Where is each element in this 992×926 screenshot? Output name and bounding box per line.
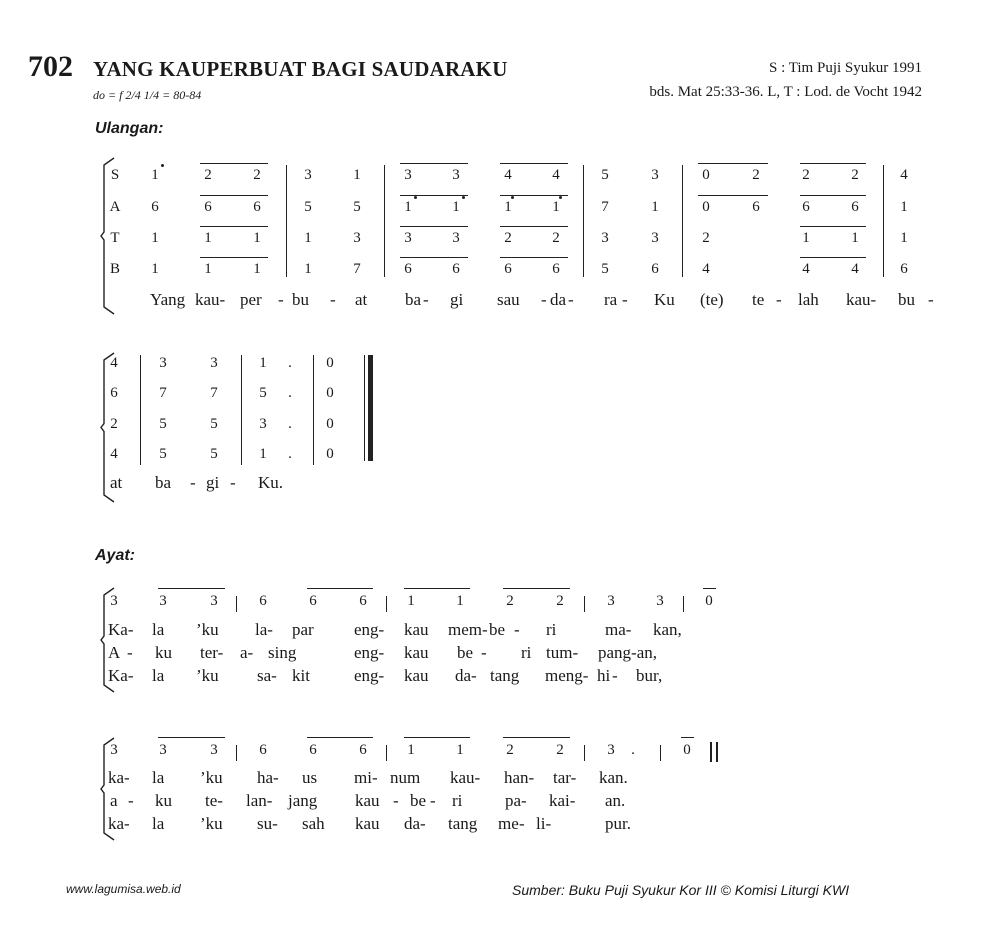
note: 3 bbox=[210, 355, 218, 371]
note: 0 bbox=[326, 355, 334, 371]
barline bbox=[883, 165, 884, 277]
note: 4 bbox=[851, 261, 859, 277]
lyric-syllable: ma- bbox=[605, 620, 632, 639]
note: 1 bbox=[204, 230, 212, 246]
lyric-syllable: num bbox=[390, 768, 421, 787]
note: 0 bbox=[705, 593, 713, 609]
lyric-syllable: mi- bbox=[354, 768, 378, 787]
lyric-syllable: sing bbox=[268, 643, 297, 662]
note: 3 bbox=[651, 167, 659, 183]
lyric-syllable: - bbox=[519, 814, 525, 833]
note: 3 bbox=[607, 593, 615, 609]
barline bbox=[241, 355, 242, 465]
note: 7 bbox=[353, 261, 361, 277]
lyric-syllable: su- bbox=[257, 814, 278, 833]
note: 3 bbox=[210, 742, 218, 758]
note: 2 bbox=[552, 230, 560, 246]
barline bbox=[140, 355, 141, 465]
beam-line bbox=[503, 737, 570, 738]
note: 6 bbox=[110, 385, 118, 401]
beam-line bbox=[800, 226, 866, 227]
lyric-syllable: sa- bbox=[257, 666, 277, 685]
lyric-syllable: pa- bbox=[505, 791, 527, 810]
lyric-syllable: pang-an, bbox=[598, 643, 658, 662]
note: 6 bbox=[309, 593, 317, 609]
lyric-syllable: da- bbox=[404, 814, 426, 833]
composer-credit: S : Tim Puji Syukur 1991 bbox=[769, 60, 922, 76]
note: 1 bbox=[504, 199, 512, 215]
note: 1 bbox=[452, 199, 460, 215]
lyric-syllable: - bbox=[481, 643, 487, 662]
lyric-syllable: - bbox=[622, 290, 628, 309]
note: 6 bbox=[359, 742, 367, 758]
beam-line bbox=[698, 195, 768, 196]
note: 2 bbox=[556, 593, 564, 609]
lyric-syllable: - bbox=[928, 290, 934, 309]
note: 3 bbox=[651, 230, 659, 246]
note: 1 bbox=[151, 261, 159, 277]
lyric-syllable: bu bbox=[292, 290, 309, 309]
lyric-syllable: la bbox=[152, 768, 165, 787]
lyric-syllable: (te) bbox=[700, 290, 724, 309]
lyric-syllable: bu bbox=[898, 290, 915, 309]
beam-line bbox=[200, 226, 268, 227]
section-label-ayat: Ayat: bbox=[95, 547, 136, 564]
note: 2 bbox=[110, 416, 118, 432]
lyric-syllable: Ka- bbox=[108, 666, 134, 685]
lyric-syllable: la bbox=[152, 666, 165, 685]
note: 3 bbox=[452, 230, 460, 246]
lyric-syllable: ter- bbox=[200, 643, 224, 662]
tempo-marking: do = f 2/4 1/4 = 80-84 bbox=[93, 88, 202, 102]
note: 1 bbox=[204, 261, 212, 277]
note: 6 bbox=[259, 742, 267, 758]
note: 3 bbox=[452, 167, 460, 183]
note: 2 bbox=[556, 742, 564, 758]
lyric-syllable: ba bbox=[405, 290, 422, 309]
note: 2 bbox=[253, 167, 261, 183]
lyric-syllable: - bbox=[393, 791, 399, 810]
lyric-syllable: kau bbox=[355, 791, 380, 810]
lyric-syllable: - bbox=[612, 666, 618, 685]
barline bbox=[386, 745, 387, 761]
lyric-syllable: ra bbox=[604, 290, 618, 309]
note: 1 bbox=[304, 261, 312, 277]
lyric-credit: bds. Mat 25:33-36. L, T : Lod. de Vocht 1942 bbox=[649, 84, 922, 100]
barline bbox=[584, 596, 585, 612]
lyric-syllable: kau bbox=[404, 643, 429, 662]
lyric-syllable: ri bbox=[521, 643, 532, 662]
note: 3 bbox=[110, 593, 118, 609]
note: 4 bbox=[110, 355, 118, 371]
note: 1 bbox=[151, 230, 159, 246]
lyric-syllable: be bbox=[410, 791, 427, 810]
beam-line bbox=[307, 737, 373, 738]
note: 1 bbox=[404, 199, 412, 215]
note: 6 bbox=[253, 199, 261, 215]
lyric-syllable: da bbox=[550, 290, 567, 309]
lyric-syllable: ’ku bbox=[196, 666, 219, 685]
barline bbox=[660, 745, 661, 761]
note: 6 bbox=[900, 261, 908, 277]
note: 2 bbox=[504, 230, 512, 246]
note: 6 bbox=[309, 742, 317, 758]
lyric-syllable: kau bbox=[404, 666, 429, 685]
note: 6 bbox=[851, 199, 859, 215]
note: 5 bbox=[159, 416, 167, 432]
note: 6 bbox=[259, 593, 267, 609]
lyric-syllable: kau- bbox=[450, 768, 481, 787]
note: 3 bbox=[404, 230, 412, 246]
lyric-syllable: sau bbox=[497, 290, 520, 309]
beam-line bbox=[400, 195, 468, 196]
beam-line bbox=[800, 163, 866, 164]
voice-label-t: T bbox=[110, 230, 120, 246]
octave-dot bbox=[559, 196, 562, 199]
lyric-syllable: us bbox=[302, 768, 318, 787]
website-footer: www.lagumisa.web.id bbox=[66, 882, 181, 896]
note: 4 bbox=[110, 446, 118, 462]
lyric-syllable: gi bbox=[450, 290, 464, 309]
octave-dot bbox=[161, 164, 164, 167]
lyric-syllable: a- bbox=[240, 643, 254, 662]
note: 3 bbox=[159, 593, 167, 609]
lyric-syllable: Ku. bbox=[258, 473, 284, 492]
lyric-syllable: kau bbox=[404, 620, 429, 639]
note: 6 bbox=[204, 199, 212, 215]
note: 5 bbox=[259, 385, 267, 401]
lyric-syllable: eng- bbox=[354, 620, 385, 639]
lyric-syllable: lah bbox=[798, 290, 819, 309]
lyric-syllable: - bbox=[776, 290, 782, 309]
note: 0 bbox=[326, 385, 334, 401]
lyric-syllable: mem- bbox=[448, 620, 488, 639]
note: 1 bbox=[407, 593, 415, 609]
note: 4 bbox=[504, 167, 512, 183]
note: . bbox=[288, 385, 292, 401]
barline bbox=[682, 165, 683, 277]
lyric-syllable: - bbox=[230, 473, 236, 492]
note: 1 bbox=[456, 742, 464, 758]
note: 6 bbox=[552, 261, 560, 277]
note: 1 bbox=[353, 167, 361, 183]
note: 1 bbox=[651, 199, 659, 215]
lyric-syllable: la- bbox=[255, 620, 273, 639]
lyric-syllable: han- bbox=[504, 768, 535, 787]
lyric-syllable: - bbox=[568, 290, 574, 309]
lyric-syllable: ku bbox=[155, 791, 172, 810]
note: 5 bbox=[601, 261, 609, 277]
note: 2 bbox=[752, 167, 760, 183]
lyric-syllable: tang bbox=[490, 666, 520, 685]
beam-line bbox=[307, 588, 373, 589]
lyric-syllable: - bbox=[128, 791, 134, 810]
lyric-syllable: - bbox=[278, 290, 284, 309]
note: 5 bbox=[304, 199, 312, 215]
note: 1 bbox=[802, 230, 810, 246]
lyric-syllable: - bbox=[541, 290, 547, 309]
beam-line bbox=[500, 226, 568, 227]
lyric-syllable: an. bbox=[605, 791, 626, 810]
note: 1 bbox=[151, 167, 159, 183]
lyric-syllable: ku bbox=[155, 643, 172, 662]
lyric-syllable: ka- bbox=[108, 768, 130, 787]
note: 3 bbox=[607, 742, 615, 758]
lyric-syllable: hi bbox=[597, 666, 611, 685]
barline bbox=[716, 742, 718, 762]
beam-line bbox=[200, 257, 268, 258]
beam-line bbox=[800, 257, 866, 258]
beam-line bbox=[503, 588, 570, 589]
note: 5 bbox=[601, 167, 609, 183]
octave-dot bbox=[414, 196, 417, 199]
lyric-syllable: ’ku bbox=[200, 814, 223, 833]
note: 2 bbox=[702, 230, 710, 246]
note: 3 bbox=[159, 355, 167, 371]
note: 5 bbox=[353, 199, 361, 215]
note: 4 bbox=[802, 261, 810, 277]
note: 4 bbox=[900, 167, 908, 183]
lyric-syllable: A bbox=[108, 643, 121, 662]
lyric-syllable: ha- bbox=[257, 768, 279, 787]
lyric-syllable: kau- bbox=[195, 290, 226, 309]
beam-line bbox=[158, 588, 225, 589]
note: 1 bbox=[456, 593, 464, 609]
lyric-syllable: lan- bbox=[246, 791, 273, 810]
lyric-syllable: bur, bbox=[636, 666, 663, 685]
note: 4 bbox=[702, 261, 710, 277]
lyric-syllable: ’ku bbox=[196, 620, 219, 639]
note: 1 bbox=[900, 230, 908, 246]
lyric-syllable: da- bbox=[455, 666, 477, 685]
note: 6 bbox=[359, 593, 367, 609]
note: 0 bbox=[702, 167, 710, 183]
lyric-syllable: - bbox=[430, 791, 436, 810]
barline bbox=[583, 165, 584, 277]
note: . bbox=[631, 742, 635, 758]
lyric-syllable: sah bbox=[302, 814, 325, 833]
note: 6 bbox=[651, 261, 659, 277]
beam-line bbox=[703, 588, 716, 589]
note: 3 bbox=[110, 742, 118, 758]
note: 5 bbox=[159, 446, 167, 462]
lyric-syllable: ba bbox=[155, 473, 172, 492]
note: 5 bbox=[210, 446, 218, 462]
barline bbox=[236, 745, 237, 761]
note: 6 bbox=[452, 261, 460, 277]
lyric-syllable: la bbox=[152, 814, 165, 833]
voice-label-a: A bbox=[109, 199, 121, 215]
octave-dot bbox=[511, 196, 514, 199]
lyric-syllable: ’ku bbox=[200, 768, 223, 787]
barline bbox=[683, 596, 684, 612]
lyric-syllable: te- bbox=[205, 791, 223, 810]
lyric-syllable: - bbox=[190, 473, 196, 492]
barline bbox=[313, 355, 314, 465]
lyric-syllable: Ka- bbox=[108, 620, 134, 639]
lyric-syllable: kau- bbox=[846, 290, 877, 309]
lyric-syllable: tar- bbox=[553, 768, 577, 787]
barline bbox=[286, 165, 287, 277]
note: 2 bbox=[851, 167, 859, 183]
octave-dot bbox=[462, 196, 465, 199]
lyric-syllable: ri bbox=[452, 791, 463, 810]
beam-line bbox=[404, 588, 470, 589]
lyric-syllable: Ku bbox=[654, 290, 675, 309]
lyric-syllable: te bbox=[752, 290, 765, 309]
note: 3 bbox=[304, 167, 312, 183]
note: 6 bbox=[802, 199, 810, 215]
song-title: YANG KAUPERBUAT BAGI SAUDARAKU bbox=[93, 57, 508, 81]
beam-line bbox=[158, 737, 225, 738]
note: 1 bbox=[851, 230, 859, 246]
lyric-syllable: kai- bbox=[549, 791, 576, 810]
note: 6 bbox=[404, 261, 412, 277]
voice-label-b: B bbox=[109, 261, 120, 277]
note: 1 bbox=[304, 230, 312, 246]
note: 3 bbox=[259, 416, 267, 432]
lyric-syllable: gi bbox=[206, 473, 220, 492]
lyric-syllable: Yang bbox=[150, 290, 186, 309]
note: 2 bbox=[506, 742, 514, 758]
note: 2 bbox=[204, 167, 212, 183]
barline bbox=[710, 742, 712, 762]
lyric-syllable: pur. bbox=[605, 814, 631, 833]
lyric-syllable: kan, bbox=[653, 620, 682, 639]
lyric-syllable: ri bbox=[546, 620, 557, 639]
note: 6 bbox=[504, 261, 512, 277]
beam-line bbox=[400, 257, 468, 258]
lyric-syllable: - bbox=[423, 290, 429, 309]
note: 1 bbox=[552, 199, 560, 215]
section-label-ulangan: Ulangan: bbox=[95, 120, 164, 137]
lyric-syllable: - bbox=[330, 290, 336, 309]
note: 7 bbox=[210, 385, 218, 401]
note: 1 bbox=[259, 355, 267, 371]
lyric-syllable: li- bbox=[536, 814, 552, 833]
lyric-syllable: be bbox=[457, 643, 474, 662]
barline bbox=[384, 165, 385, 277]
note: 7 bbox=[601, 199, 609, 215]
lyric-syllable: me bbox=[498, 814, 519, 833]
lyric-syllable: la bbox=[152, 620, 165, 639]
lyric-syllable: tang bbox=[448, 814, 478, 833]
note: 3 bbox=[656, 593, 664, 609]
barline bbox=[364, 355, 365, 461]
lyric-syllable: kau bbox=[355, 814, 380, 833]
note: 6 bbox=[752, 199, 760, 215]
note: . bbox=[288, 416, 292, 432]
note: 0 bbox=[702, 199, 710, 215]
lyric-syllable: tum- bbox=[546, 643, 579, 662]
beam-line bbox=[200, 163, 268, 164]
lyric-syllable: meng- bbox=[545, 666, 589, 685]
note: . bbox=[288, 446, 292, 462]
note: 7 bbox=[159, 385, 167, 401]
lyric-syllable: at bbox=[355, 290, 368, 309]
lyric-syllable: eng- bbox=[354, 666, 385, 685]
lyric-syllable: ka- bbox=[108, 814, 130, 833]
voice-label-s: S bbox=[110, 167, 120, 183]
note: 3 bbox=[404, 167, 412, 183]
note: 3 bbox=[159, 742, 167, 758]
note: 6 bbox=[151, 199, 159, 215]
note: 1 bbox=[407, 742, 415, 758]
barline bbox=[368, 355, 373, 461]
beam-line bbox=[681, 737, 694, 738]
note: 0 bbox=[326, 446, 334, 462]
beam-line bbox=[404, 737, 470, 738]
lyric-syllable: at bbox=[110, 473, 123, 492]
song-number: 702 bbox=[28, 50, 73, 83]
note: 5 bbox=[210, 416, 218, 432]
note: 0 bbox=[326, 416, 334, 432]
note: 2 bbox=[506, 593, 514, 609]
lyric-syllable: - bbox=[514, 620, 520, 639]
lyric-syllable: kan. bbox=[599, 768, 628, 787]
beam-line bbox=[200, 195, 268, 196]
source-footer: Sumber: Buku Puji Syukur Kor III © Komisi Liturgi KWI bbox=[512, 882, 850, 898]
lyric-syllable: eng- bbox=[354, 643, 385, 662]
note: 0 bbox=[683, 742, 691, 758]
note: 4 bbox=[552, 167, 560, 183]
barline bbox=[584, 745, 585, 761]
note: . bbox=[288, 355, 292, 371]
beam-line bbox=[400, 226, 468, 227]
note: 3 bbox=[210, 593, 218, 609]
lyric-syllable: jang bbox=[288, 791, 318, 810]
note: 1 bbox=[253, 261, 261, 277]
beam-line bbox=[800, 195, 866, 196]
lyric-syllable: be bbox=[489, 620, 506, 639]
lyric-syllable: a bbox=[110, 791, 118, 810]
beam-line bbox=[698, 163, 768, 164]
lyric-syllable: par bbox=[292, 620, 314, 639]
note: 1 bbox=[900, 199, 908, 215]
note: 3 bbox=[601, 230, 609, 246]
barline bbox=[386, 596, 387, 612]
lyric-syllable: - bbox=[127, 643, 133, 662]
note: 1 bbox=[253, 230, 261, 246]
beam-line bbox=[500, 257, 568, 258]
beam-line bbox=[500, 163, 568, 164]
beam-line bbox=[400, 163, 468, 164]
note: 3 bbox=[353, 230, 361, 246]
note: 2 bbox=[802, 167, 810, 183]
lyric-syllable: kit bbox=[292, 666, 310, 685]
barline bbox=[236, 596, 237, 612]
lyric-syllable: per bbox=[240, 290, 262, 309]
note: 1 bbox=[259, 446, 267, 462]
